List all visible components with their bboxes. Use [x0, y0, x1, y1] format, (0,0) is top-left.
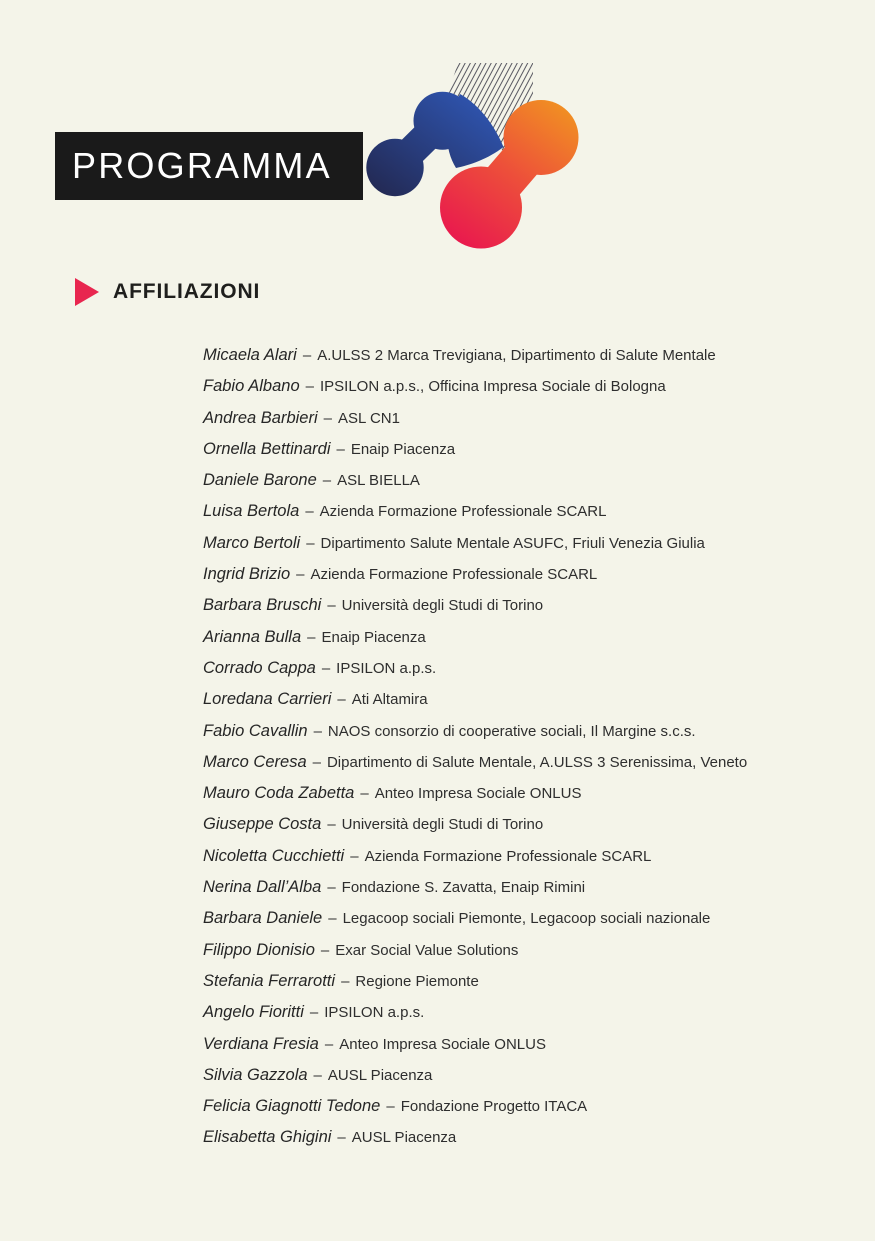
person-name: Daniele Barone: [203, 471, 317, 490]
person-name: Elisabetta Ghigini: [203, 1128, 332, 1147]
brand-logo-icon: [360, 60, 580, 252]
person-name: Ingrid Brizio: [203, 565, 291, 584]
separator: –: [337, 1129, 346, 1147]
list-item: [203, 403, 863, 434]
person-affiliation: IPSILON a.p.s.: [324, 1004, 425, 1022]
list-item: [203, 684, 863, 715]
list-item: [203, 997, 863, 1028]
person-affiliation: Fondazione Progetto ITACA: [400, 1098, 588, 1116]
person-name: Barbara Daniele: [203, 909, 323, 928]
person-affiliation: Azienda Formazione Professionale SCARL: [310, 566, 598, 584]
person-affiliation: Regione Piemonte: [355, 972, 479, 990]
separator: –: [313, 1066, 322, 1084]
person-affiliation: ASL CN1: [338, 409, 400, 427]
person-affiliation: NAOS consorzio di cooperative sociali, Il Margine s.c.s.: [327, 722, 696, 740]
separator: –: [337, 691, 346, 709]
person-affiliation: Legacoop sociali Piemonte, Legacoop sociali nazionale: [342, 910, 711, 928]
separator: –: [386, 1098, 395, 1116]
list-item: [203, 966, 863, 997]
person-name: Stefania Ferrarotti: [203, 971, 336, 990]
person-affiliation: AUSL Piacenza: [351, 1129, 457, 1147]
person-affiliation: Università degli Studi di Torino: [341, 597, 544, 615]
separator: –: [327, 597, 336, 615]
person-name: Nicoletta Cucchietti: [203, 846, 345, 865]
list-item: [203, 590, 863, 621]
page-title-box: [55, 132, 363, 200]
section-arrow-icon: [75, 278, 99, 306]
person-name: Felicia Giagnotti Tedone: [203, 1097, 381, 1116]
person-name: Angelo Fioritti: [203, 1003, 304, 1022]
list-item: [203, 841, 863, 872]
separator: –: [306, 534, 315, 552]
person-affiliation: Exar Social Value Solutions: [335, 941, 519, 959]
separator: –: [327, 879, 336, 897]
person-name: Fabio Cavallin: [203, 721, 308, 740]
person-name: Andrea Barbieri: [203, 408, 318, 427]
person-name: Fabio Albano: [203, 377, 300, 396]
person-name: Marco Ceresa: [203, 752, 307, 771]
person-name: Arianna Bulla: [203, 627, 302, 646]
person-affiliation: IPSILON a.p.s.: [336, 659, 437, 677]
person-affiliation: AUSL Piacenza: [327, 1066, 433, 1084]
list-item: [203, 340, 863, 371]
separator: –: [336, 440, 345, 458]
person-affiliation: Fondazione S. Zavatta, Enaip Rimini: [341, 879, 586, 897]
person-affiliation: Dipartimento Salute Mentale ASUFC, Friuli Venezia Giulia: [320, 534, 705, 552]
affiliations-list: [203, 340, 863, 1154]
person-name: Mauro Coda Zabetta: [203, 784, 355, 803]
section-heading: [75, 278, 260, 306]
separator: –: [322, 472, 332, 490]
separator: –: [296, 566, 305, 584]
person-affiliation: A.ULSS 2 Marca Trevigiana, Dipartimento di Salute Mentale: [317, 347, 716, 364]
separator: –: [302, 347, 312, 364]
list-item: [203, 496, 863, 527]
person-affiliation: Anteo Impresa Sociale ONLUS: [339, 1035, 546, 1053]
person-affiliation: Azienda Formazione Professionale SCARL: [319, 503, 607, 521]
list-item: [203, 528, 863, 559]
person-affiliation: ASL BIELLA: [337, 472, 420, 490]
list-item: [203, 1091, 863, 1122]
person-affiliation: Azienda Formazione Professionale SCARL: [364, 847, 652, 865]
separator: –: [350, 847, 359, 865]
person-affiliation: IPSILON a.p.s., Officina Impresa Sociale di Bologna: [319, 378, 666, 396]
person-affiliation: Enaip Piacenza: [350, 440, 456, 458]
page-title: PROGRAMMA: [72, 145, 332, 186]
person-name: Marco Bertoli: [203, 533, 301, 552]
separator: –: [360, 785, 369, 803]
list-item: [203, 778, 863, 809]
person-name: Loredana Carrieri: [203, 690, 332, 709]
separator: –: [328, 910, 337, 928]
separator: –: [305, 503, 314, 521]
list-item: [203, 716, 863, 747]
person-name: Ornella Bettinardi: [203, 439, 331, 458]
person-affiliation: Anteo Impresa Sociale ONLUS: [374, 785, 582, 803]
person-name: Micaela Alari: [203, 346, 297, 364]
list-item: [203, 872, 863, 903]
list-item: [203, 809, 863, 840]
person-name: Silvia Gazzola: [203, 1065, 308, 1084]
list-item: [203, 1122, 863, 1153]
person-name: Verdiana Fresia: [203, 1034, 319, 1053]
list-item: [203, 653, 863, 684]
separator: –: [321, 659, 331, 677]
list-item: [203, 1060, 863, 1091]
list-item: [203, 559, 863, 590]
separator: –: [324, 1035, 334, 1053]
separator: –: [309, 1004, 319, 1022]
list-item: [203, 903, 863, 934]
person-affiliation: Enaip Piacenza: [321, 628, 426, 646]
person-name: Filippo Dionisio: [203, 940, 315, 959]
person-name: Giuseppe Costa: [203, 815, 322, 834]
list-item: [203, 1029, 863, 1060]
person-affiliation: Dipartimento di Salute Mentale, A.ULSS 3 Serenissima, Veneto: [326, 753, 748, 771]
section-title: AFFILIAZIONI: [113, 280, 261, 303]
person-affiliation: Università degli Studi di Torino: [341, 816, 544, 834]
separator: –: [320, 941, 330, 959]
list-item: [203, 935, 863, 966]
separator: –: [341, 972, 350, 990]
person-affiliation: Ati Altamira: [351, 691, 428, 709]
separator: –: [312, 753, 321, 771]
separator: –: [307, 628, 316, 646]
list-item: [203, 434, 863, 465]
person-name: Luisa Bertola: [203, 502, 300, 521]
separator: –: [327, 816, 336, 834]
list-item: [203, 747, 863, 778]
separator: –: [323, 409, 332, 427]
list-item: [203, 465, 863, 496]
person-name: Nerina Dall’Alba: [203, 878, 322, 897]
list-item: [203, 622, 863, 653]
list-item: [203, 371, 863, 402]
person-name: Corrado Cappa: [203, 658, 316, 677]
person-name: Barbara Bruschi: [203, 596, 322, 615]
separator: –: [305, 378, 314, 396]
separator: –: [313, 722, 322, 740]
